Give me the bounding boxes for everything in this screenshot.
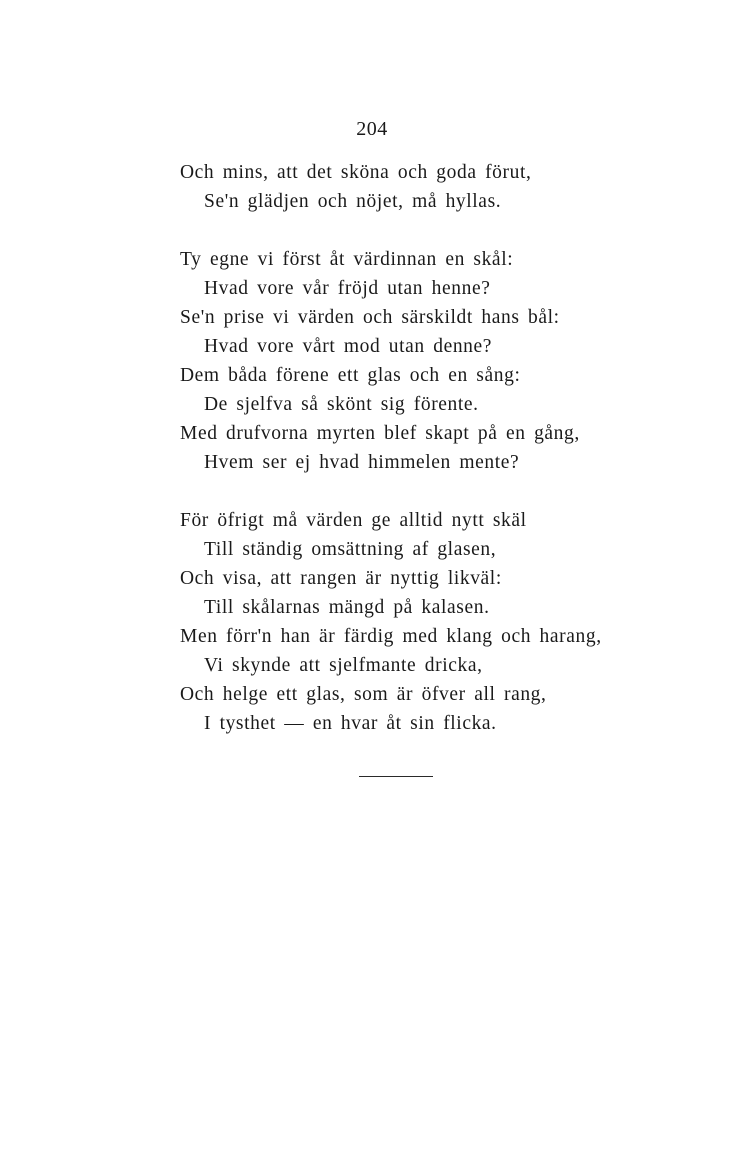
poem-line: Hvem ser ej hvad himmelen mente? — [204, 452, 520, 473]
stanza-break — [180, 216, 700, 245]
poem-line: Ty egne vi först åt värdinnan en skål: — [180, 249, 514, 270]
poem-line: Se'n glädjen och nöjet, må hyllas. — [204, 191, 502, 212]
stanza-break — [180, 477, 700, 506]
stanza — [180, 245, 700, 477]
poem-line: För öfrigt må värden ge alltid nytt skäl — [180, 510, 527, 531]
poem-line: Dem båda förene ett glas och en sång: — [180, 365, 521, 386]
poem-line: Och mins, att det sköna och goda förut, — [180, 162, 532, 183]
page-number: 204 — [356, 118, 388, 140]
poem-line: I tysthet — en hvar åt sin flicka. — [204, 713, 497, 734]
stanza — [180, 506, 700, 738]
poem-line: De sjelfva så skönt sig förente. — [204, 394, 479, 415]
poem-line: Och helge ett glas, som är öfver all rang, — [180, 684, 547, 705]
end-rule — [359, 776, 433, 777]
poem-line: Till ständig omsättning af glasen, — [204, 539, 497, 560]
poem-line: Vi skynde att sjelfmante dricka, — [204, 655, 483, 676]
poem-line: Till skålarnas mängd på kalasen. — [204, 597, 490, 618]
poem-line: Och visa, att rangen är nyttig likväl: — [180, 568, 502, 589]
poem-line: Hvad vore vår fröjd utan henne? — [204, 278, 491, 299]
poem-line: Se'n prise vi värden och särskildt hans bål: — [180, 307, 560, 328]
poem-line: Hvad vore vårt mod utan denne? — [204, 336, 493, 357]
stanza — [180, 158, 700, 216]
poem — [180, 158, 700, 738]
poem-line: Med drufvorna myrten blef skapt på en gång, — [180, 423, 580, 444]
poem-line: Men förr'n han är färdig med klang och harang, — [180, 626, 602, 647]
